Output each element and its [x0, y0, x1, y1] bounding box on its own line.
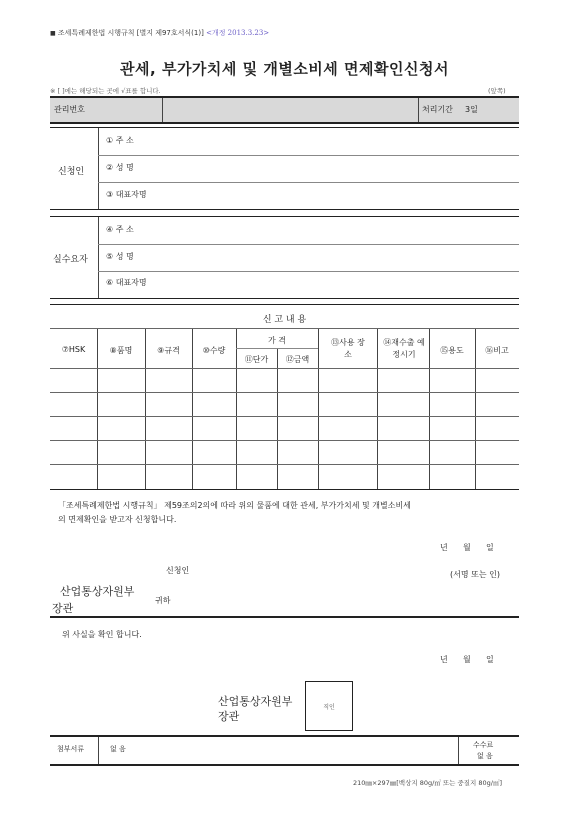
table-row[interactable]: [50, 465, 519, 488]
divider: [98, 737, 99, 764]
checkmark-note: ※ [ ]에는 해당되는 곳에 √표를 합니다.: [50, 87, 161, 95]
applicant-representative-field[interactable]: [160, 184, 518, 208]
column-header-price: 가 격: [268, 336, 286, 345]
applicant-signature-label: 신청인: [166, 566, 190, 575]
official-seal-box: [305, 681, 353, 731]
applicant-address-label: ① 주 소: [106, 136, 134, 145]
revision-date: <개정 2013.3.23>: [206, 29, 270, 37]
table-row[interactable]: [50, 369, 519, 392]
honorific: 귀하: [155, 596, 171, 605]
actual-user-representative-field[interactable]: [160, 273, 518, 297]
attachments-value: 없 음: [110, 745, 126, 753]
form-reference: ■ 조세특례제한법 시행규칙 [별지 제97호서식(1)] <개정 2013.3.23>: [50, 29, 270, 37]
section-border: [50, 209, 519, 210]
column-header-reexport: ⑭재수출 예정시기: [383, 338, 425, 359]
recipient-ministry: 산업통상자원부: [60, 585, 135, 598]
actual-user-address-field[interactable]: [160, 219, 518, 243]
confirmation-text: 위 사실을 확인 합니다.: [62, 630, 142, 639]
applicant-representative-label: ③ 대표자명: [106, 190, 147, 199]
management-number-label: 관리번호: [54, 105, 85, 114]
footer-bottom-border: [50, 764, 519, 766]
applicant-address-field[interactable]: [160, 130, 518, 154]
application-date: 년 월 일: [440, 543, 494, 552]
applicant-name-field[interactable]: [160, 157, 518, 181]
form-title: 관세, 부가가치세 및 개별소비세 면제확인신청서: [120, 60, 449, 78]
actual-user-representative-label: ⑥ 대표자명: [106, 278, 147, 287]
applicant-section-label: 신청인: [58, 167, 85, 177]
statement-line-1: 「조세특례제한법 시행규칙」 제59조의2의에 따라 위의 물품에 대한 관세, 부가가치세 및 개별소비세: [58, 501, 411, 510]
column-header-hsk: ⑦HSK: [61, 345, 86, 354]
signature-note: (서명 또는 인): [450, 570, 500, 579]
table-bottom-border: [50, 489, 519, 490]
seal-label: 직인: [323, 704, 335, 711]
column-header-place: ⑬사용 장소: [331, 338, 365, 359]
attachments-label: 첨부서류: [57, 745, 85, 753]
actual-user-name-label: ⑤ 성 명: [106, 252, 134, 261]
section-border: [50, 127, 519, 128]
footer-top-border: [50, 735, 519, 737]
separator: [50, 122, 519, 124]
declaration-title: 신 고 내 용: [262, 315, 307, 325]
applicant-name-label: ② 성 명: [106, 163, 134, 172]
section-border: [50, 298, 519, 299]
row-line: [236, 348, 318, 349]
paper-specification: 210㎜×297㎜[백상지 80g/㎡ 또는 중질지 80g/㎡]: [353, 779, 503, 787]
row-line: [98, 182, 519, 183]
regulation-reference: 조세특례제한법 시행규칙 [별지 제97호서식(1)]: [57, 29, 204, 37]
row-line: [50, 328, 519, 329]
recipient-title: 장관: [52, 602, 74, 615]
confirming-title: 장관: [218, 710, 240, 723]
separator: [50, 616, 519, 618]
column-header-quantity: ⑩수량: [202, 346, 226, 355]
column-header-amount: ⑫금액: [285, 355, 310, 364]
table-row[interactable]: [50, 393, 519, 416]
processing-period-label: 처리기간: [422, 105, 453, 114]
actual-user-name-field[interactable]: [160, 246, 518, 270]
divider: [458, 737, 459, 764]
column-header-remarks: ⑯비고: [485, 346, 509, 355]
confirmation-date: 년 월 일: [440, 655, 494, 664]
fee-value: 없 음: [477, 752, 493, 760]
column-header-spec: ⑨규격: [157, 346, 180, 355]
column-header-item: ⑧품명: [109, 346, 133, 355]
column-header-unit-price: ⑪단가: [244, 355, 269, 364]
confirming-ministry: 산업통상자원부: [218, 695, 293, 708]
fee-label: 수수료: [473, 741, 494, 749]
actual-user-section-label: 실수요자: [53, 255, 88, 265]
divider: [98, 217, 99, 298]
table-row[interactable]: [50, 441, 519, 464]
section-border: [50, 216, 519, 217]
row-line: [98, 271, 519, 272]
row-line: [98, 155, 519, 156]
table-top-border: [50, 304, 519, 305]
management-number-field[interactable]: [163, 99, 417, 121]
row-line: [98, 244, 519, 245]
processing-period-value: 3일: [465, 105, 478, 114]
actual-user-address-label: ④ 주 소: [106, 225, 134, 234]
divider: [98, 128, 99, 209]
page-side-label: (앞쪽): [488, 87, 506, 95]
statement-line-2: 의 면제확인을 받고자 신청합니다.: [58, 515, 177, 524]
column-header-usage: ⑮용도: [440, 346, 464, 355]
divider: [418, 98, 419, 122]
table-row[interactable]: [50, 417, 519, 440]
